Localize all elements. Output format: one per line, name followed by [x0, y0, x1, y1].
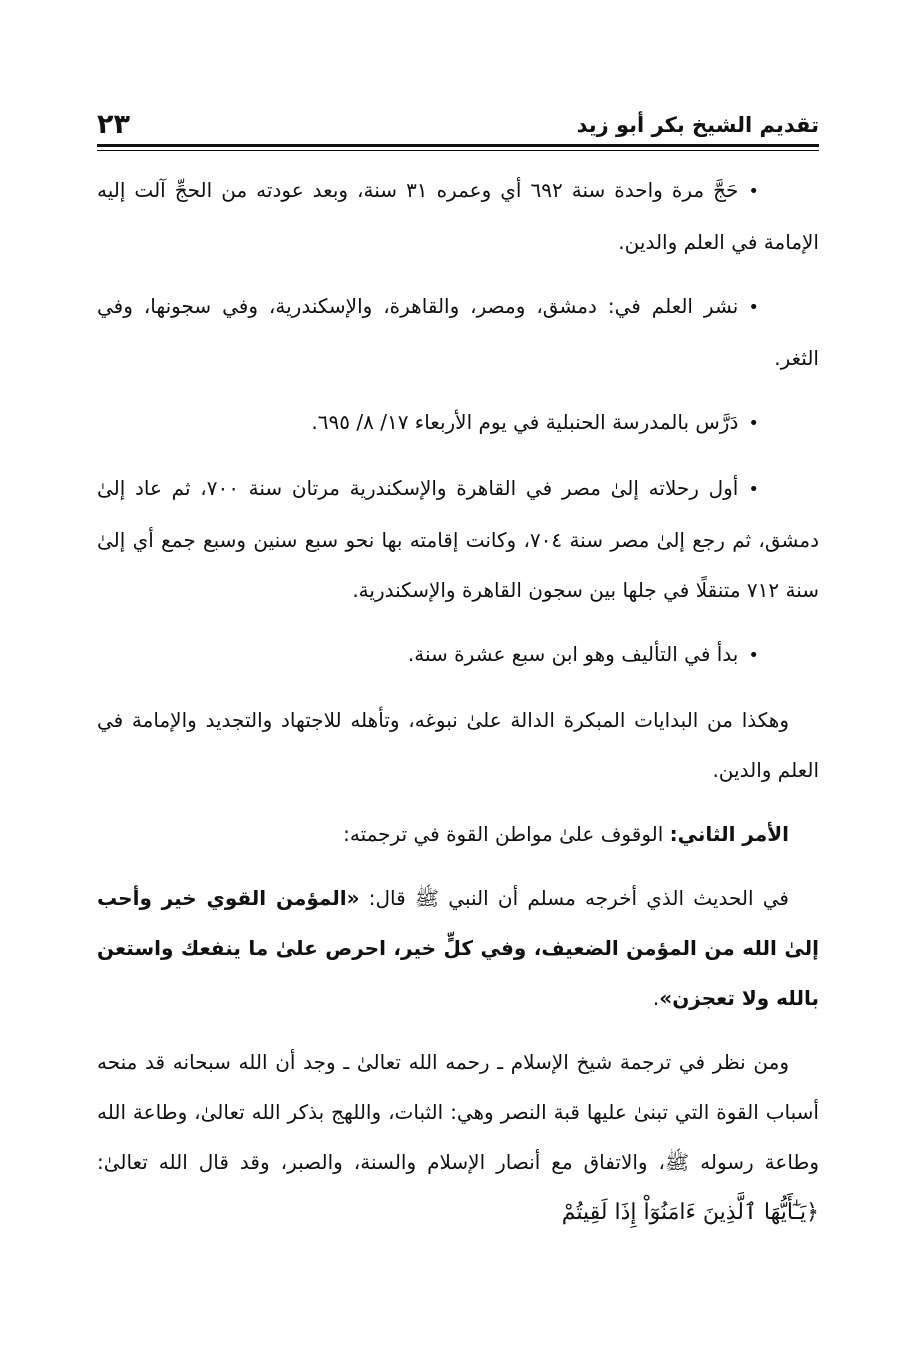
section-heading-text: الوقوف علىٰ مواطن القوة في ترجمته:: [343, 822, 670, 846]
page-number: ٢٣: [97, 109, 130, 140]
final-paragraph: [97, 1037, 819, 1238]
hadith-end: .: [652, 986, 660, 1010]
bullet-item: [97, 397, 819, 449]
bullet-text: دَرَّس بالمدرسة الحنبلية في يوم الأربعاء ١٧/ ٨/ ٦٩٥.: [311, 410, 739, 434]
hadith-intro: في الحديث الذي أخرجه مسلم أن النبي ﷺ قال:: [359, 886, 789, 910]
bullet-item: [97, 629, 819, 681]
page-body: [97, 165, 819, 1238]
bullet-item: [97, 165, 819, 267]
page-header: [97, 96, 819, 140]
quran-verse: ﴿يَـٰٓأَيُّهَا ٱلَّذِينَ ءَامَنُوٓاْ إِذَا لَقِيتُمْ: [561, 1200, 819, 1225]
header-rule-thin: [97, 150, 819, 151]
section-heading-label: الأمر الثاني:: [669, 822, 789, 846]
hadith-paragraph: [97, 873, 819, 1023]
bullet-icon: •: [748, 181, 760, 202]
section-heading: [97, 809, 819, 859]
running-title: تقديم الشيخ بكر أبو زيد: [576, 113, 819, 137]
book-page: [97, 96, 819, 1252]
bullet-icon: •: [748, 479, 759, 500]
header-rule-thick: [97, 144, 819, 147]
final-text: ومن نظر في ترجمة شيخ الإسلام ـ رحمه الله تعالىٰ ـ وجد أن الله سبحانه قد منحه أسباب القوة التي تبنىٰ عليها قبة النصر وهي: الثبات، واللهج بذكر الله تعالىٰ، وطاعة الله وطاعة رسوله ﷺ، والاتفاق مع أنصار الإسلام والسنة، والصبر، وقد قال الله تعالىٰ:: [97, 1050, 819, 1174]
bullet-text: نشر العلم في: دمشق، ومصر، والقاهرة، والإسكندرية، وفي سجونها، وفي الثغر.: [97, 294, 819, 370]
bullet-text: بدأ في التأليف وهو ابن سبع عشرة سنة.: [407, 642, 739, 666]
bullet-text: أول رحلاته إلىٰ مصر في القاهرة والإسكندرية مرتان سنة ٧٠٠، ثم عاد إلىٰ دمشق، ثم رجع إلىٰ مصر سنة ٧٠٤، وكانت إقامته بها نحو سبع سنين وسبع جمع أي إلىٰ سنة ٧١٢ متنقلًا في جلها بين سجون القاهرة والإسكندرية.: [97, 476, 819, 602]
bullet-text: حَجَّ مرة واحدة سنة ٦٩٢ أي وعمره ٣١ سنة، وبعد عودته من الحجِّ آلت إليه الإمامة في العلم والدين.: [97, 178, 819, 254]
bullet-item: [97, 281, 819, 383]
conclusion-paragraph: وهكذا من البدايات المبكرة الدالة علىٰ نبوغه، وتأهله للاجتهاد والتجديد والإمامة في العلم والدين.: [97, 708, 819, 782]
hadith-quote: «المؤمن القوي خير وأحب إلىٰ الله من المؤمن الضعيف، وفي كلٍّ خير، احرص علىٰ ما ينفعك واستعن بالله ولا تعجزن»: [97, 886, 819, 1010]
bullet-icon: •: [748, 645, 759, 666]
bullet-item: [97, 463, 819, 615]
bullet-icon: •: [748, 413, 759, 434]
bullet-icon: •: [748, 297, 759, 318]
